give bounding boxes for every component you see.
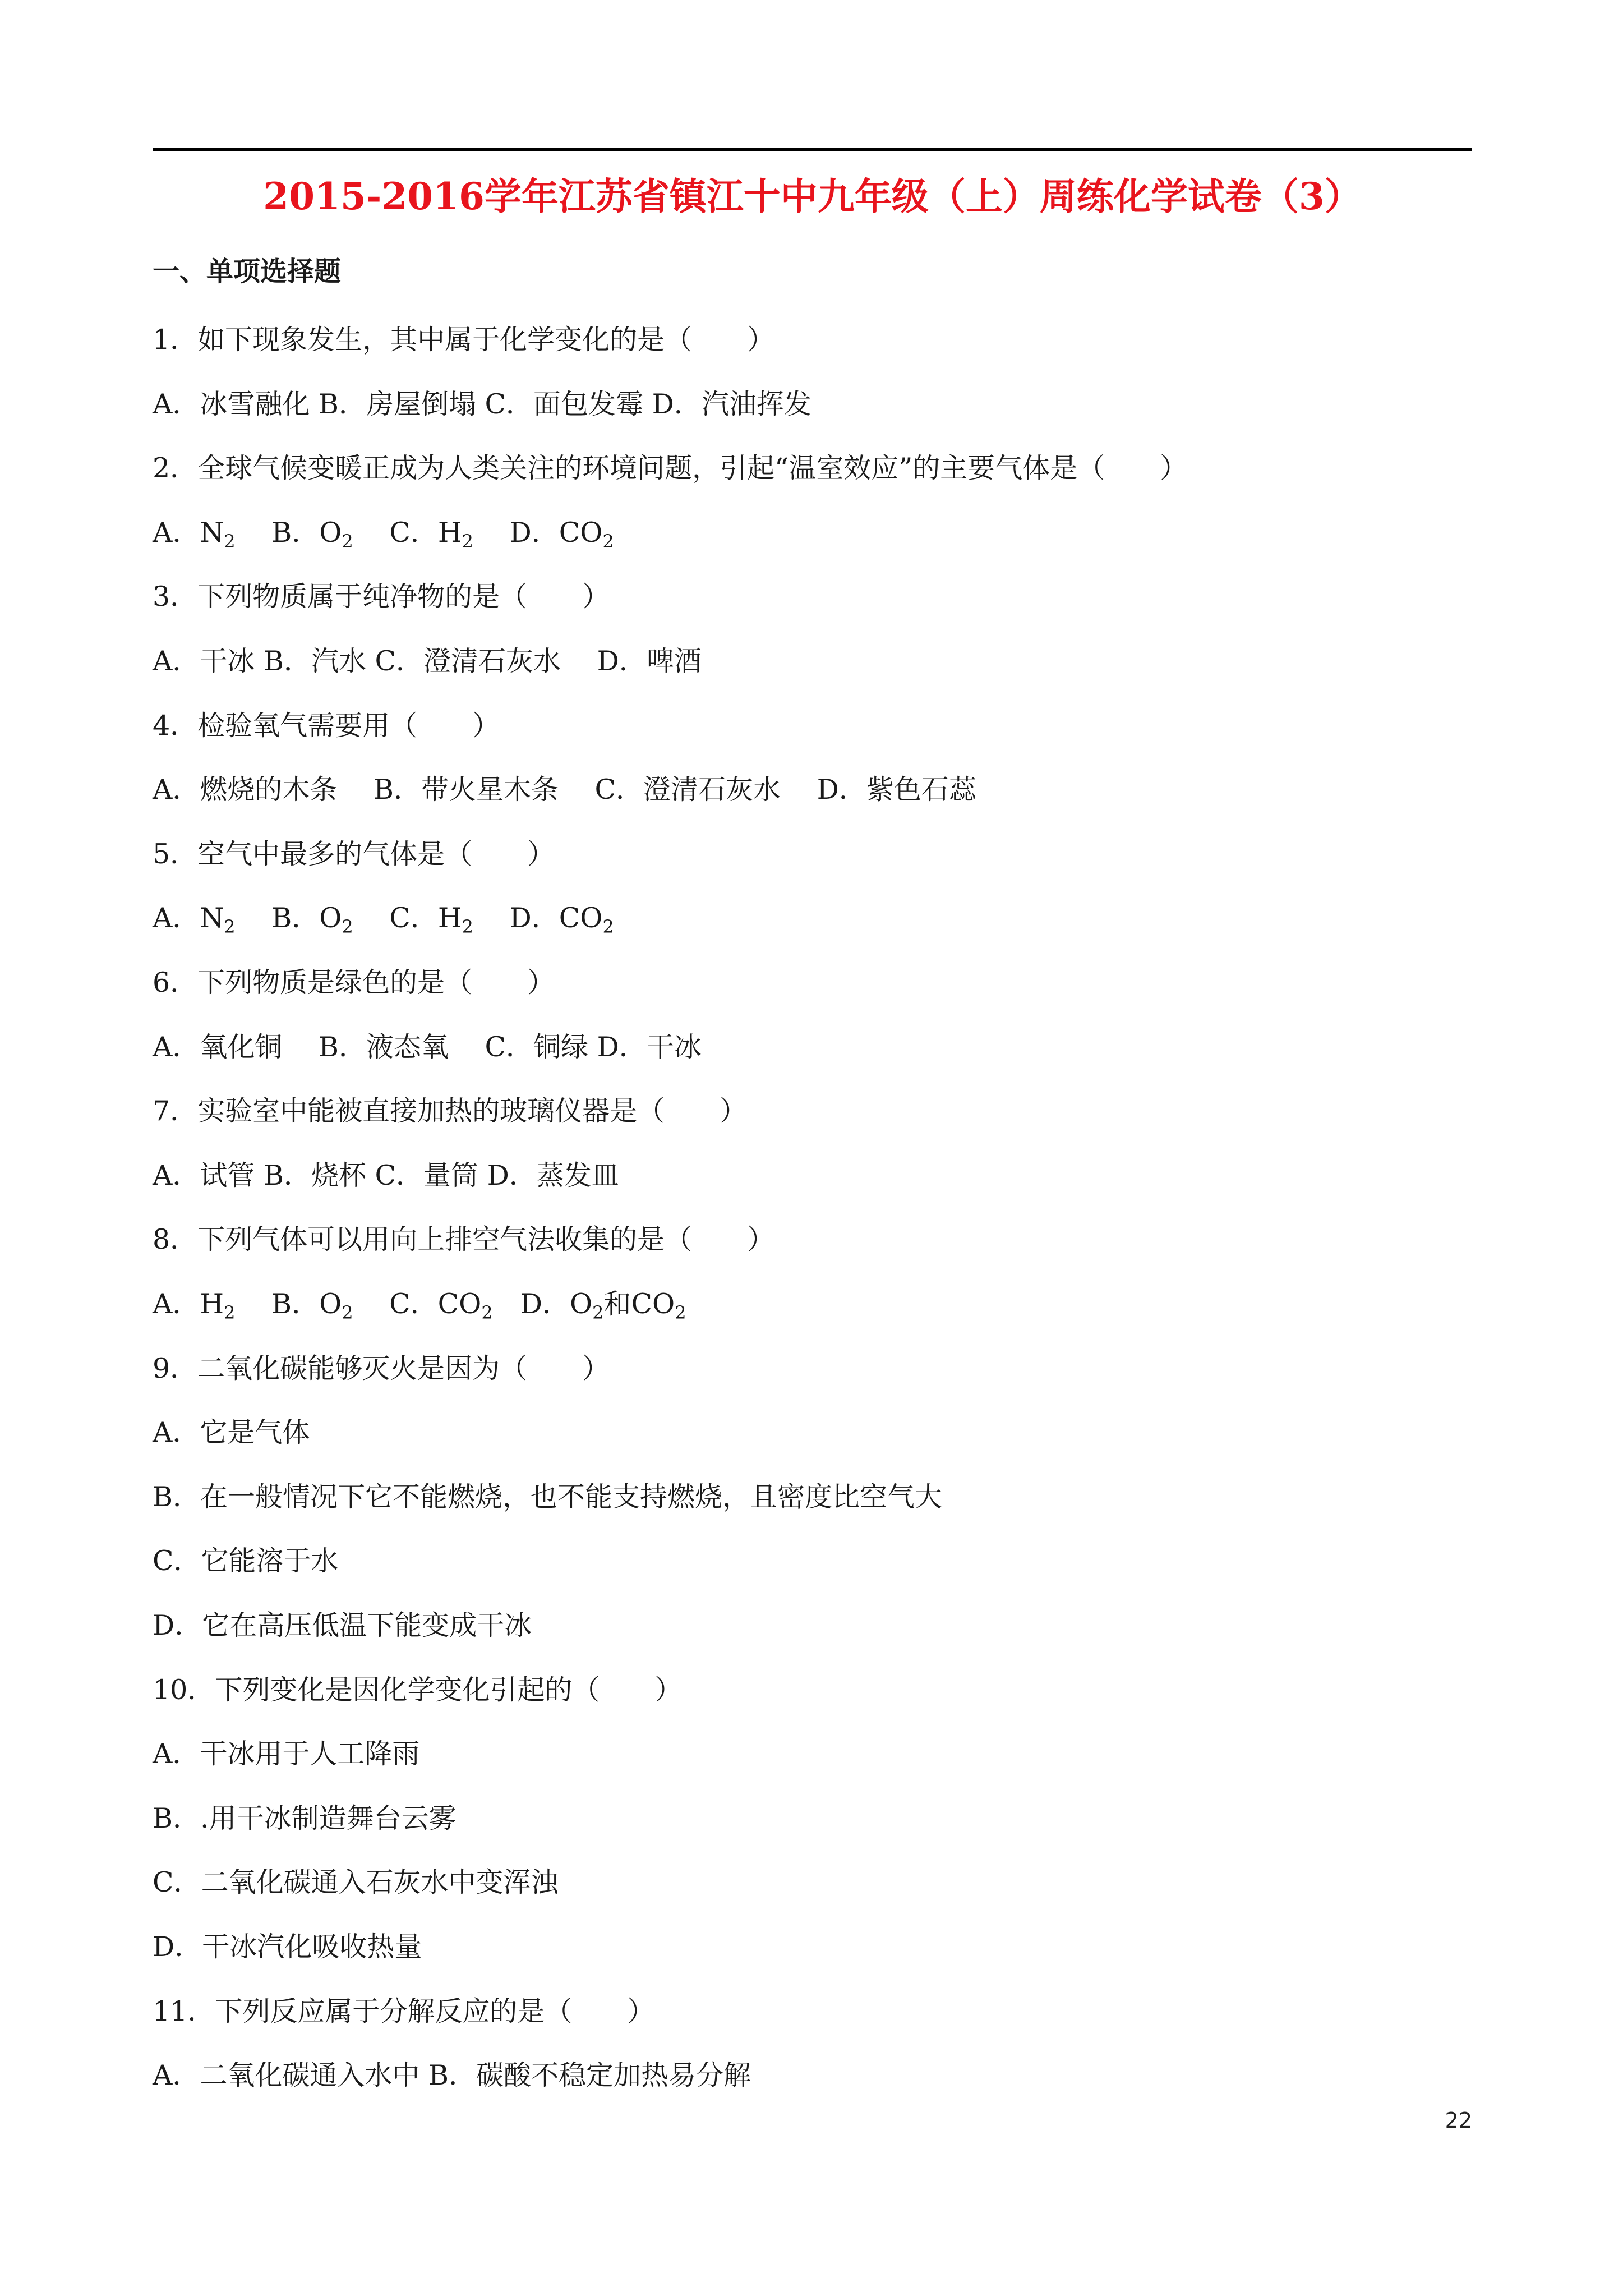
page-number: 22 [1445,2108,1472,2133]
question-option: A．$N_2$ B．$O_2$ C．$H_2$ D．$CO_2$ [153,517,614,552]
question-option: A．$H_2$ B．$O_2$ C．$CO_2$ D．$O_2$和$CO_2$ [153,1288,686,1323]
page-title: 2015-2016学年江苏省镇江十中九年级（上）周练化学试卷（3） [263,174,1362,218]
question-stem: 1．如下现象发生，其中属于化学变化的是（ ） [153,324,775,356]
question-option: A．干冰用于人工降雨 [153,1738,420,1770]
question-stem: 2．全球气候变暖正成为人类关注的环境问题，引起“温室效应”的主要气体是（ ） [153,452,1188,484]
question-option: D．干冰汽化吸收热量 [153,1931,422,1963]
question-stem: 5．空气中最多的气体是（ ） [153,838,555,870]
question-stem: 6．下列物质是绿色的是（ ） [153,967,555,999]
question-stem: 8．下列气体可以用向上排空气法收集的是（ ） [153,1223,775,1255]
question-option: A．试管 B．烧杯 C．量筒 D．蒸发皿 [153,1159,619,1191]
question-option: A．氧化铜 B．液态氧 C．铜绿 D．干冰 [153,1031,702,1063]
section-heading: 一、单项选择题 [153,256,342,287]
question-option: A．干冰 B．汽水 C．澄清石灰水 D．啤酒 [153,645,702,677]
question-stem: 7．实验室中能被直接加热的玻璃仪器是（ ） [153,1095,748,1127]
question-option: A．二氧化碳通入水中 B．碳酸不稳定加热易分解 [153,2059,751,2091]
question-option: A．$N_2$ B．$O_2$ C．$H_2$ D．$CO_2$ [153,902,614,937]
question-option: B．.用干冰制造舞台云雾 [153,1802,457,1834]
question-option: B．在一般情况下它不能燃烧，也不能支持燃烧，且密度比空气大 [153,1481,943,1513]
question-stem: 4．检验氧气需要用（ ） [153,710,500,742]
question-option: D．它在高压低温下能变成干冰 [153,1609,532,1641]
question-option: A．燃烧的木条 B．带火星木条 C．澄清石灰水 D．紫色石蕊 [153,774,976,806]
header-rule [153,148,1472,151]
question-option: A．它是气体 [153,1416,310,1448]
question-option: C．它能溶于水 [153,1545,339,1577]
question-stem: 11．下列反应属于分解反应的是（ ） [153,1995,655,2027]
question-stem: 3．下列物质属于纯净物的是（ ） [153,581,610,613]
question-stem: 9．二氧化碳能够灭火是因为（ ） [153,1352,610,1384]
question-option: A．冰雪融化 B．房屋倒塌 C．面包发霉 D．汽油挥发 [153,388,811,420]
question-option: C．二氧化碳通入石灰水中变浑浊 [153,1866,559,1898]
question-stem: 10．下列变化是因化学变化引起的（ ） [153,1674,683,1706]
